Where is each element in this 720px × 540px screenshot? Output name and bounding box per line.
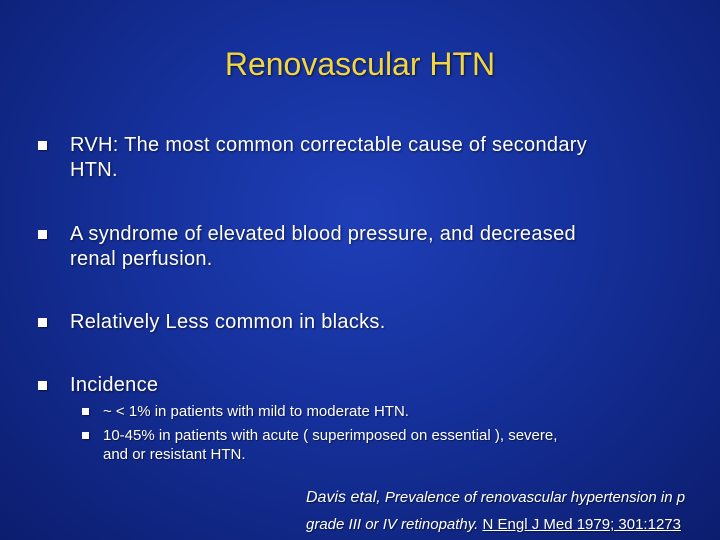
sub-bullet-text — [103, 402, 673, 421]
bullet-text-line: A syndrome of elevated blood pressure, and decreased — [70, 223, 576, 245]
square-bullet-icon — [38, 381, 47, 390]
bullet-text-line: renal perfusion. — [70, 248, 213, 270]
reference-title-cont: grade III or IV retinopathy. — [306, 516, 479, 533]
square-bullet-icon — [38, 318, 47, 327]
bullet-text — [70, 133, 690, 183]
bullet-text-line: RVH: The most common correctable cause of secondary — [70, 134, 588, 156]
square-bullet-icon — [82, 432, 89, 439]
sub-bullet-text — [103, 426, 673, 464]
slide-title: Renovascular HTN — [224, 46, 496, 82]
square-bullet-icon — [38, 141, 47, 150]
bullet-text — [70, 373, 690, 398]
reference-journal-link[interactable]: N Engl J Med 1979; 301:1273 — [482, 516, 681, 533]
square-bullet-icon — [38, 230, 47, 239]
reference-line-1 — [306, 489, 685, 507]
bullet-text-line: Incidence — [70, 374, 159, 396]
reference-title: Prevalence of renovascular hypertension in p — [384, 489, 686, 506]
bullet-text — [70, 222, 690, 272]
bullet-text-line: Relatively Less common in blacks. — [70, 311, 386, 333]
bullet-text-line: HTN. — [70, 159, 118, 181]
sub-bullet-text-line: 10-45% in patients with acute ( superimposed on essential ), severe, — [103, 427, 558, 444]
reference-author: Davis etal, — [306, 489, 381, 506]
sub-bullet-text-line: ~ < 1% in patients with mild to moderate HTN. — [103, 403, 409, 420]
square-bullet-icon — [82, 408, 89, 415]
bullet-text — [70, 310, 690, 335]
sub-bullet-text-line: and or resistant HTN. — [103, 446, 246, 463]
reference-line-2 — [306, 516, 681, 533]
